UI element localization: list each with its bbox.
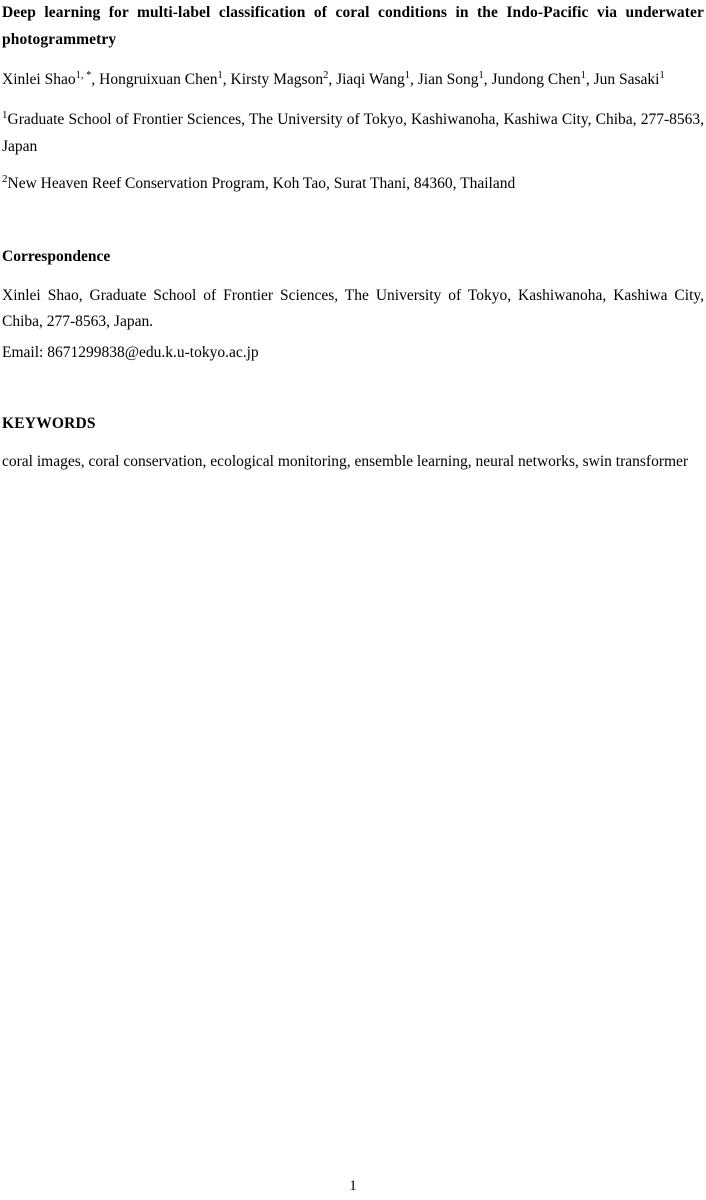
keywords-list: coral images, coral conservation, ecological monitoring, ensemble learning, neural networks, swin transformer	[2, 453, 689, 471]
author-affiliation-marker-4: 1	[404, 70, 410, 82]
page-title: Deep learning for multi-label classification of coral conditions in the Indo-Pacific via underwater photogrammetry	[2, 4, 704, 48]
author-name-5: , Jian Song	[409, 71, 479, 89]
author-affiliation-marker-6: 1	[580, 70, 586, 82]
correspondence-heading: Correspondence	[2, 247, 111, 265]
affiliation-marker-2: 2	[2, 173, 8, 186]
correspondence-address: Xinlei Shao, Graduate School of Frontier Sciences, The University of Tokyo, Kashiwanoha, Kashiwa City, Chiba, 277-8563, Japan.	[2, 286, 704, 331]
keywords-heading: KEYWORDS	[2, 414, 96, 432]
author-affiliation-marker-3: 2	[323, 70, 329, 82]
author-name-4: , Jiaqi Wang	[328, 71, 405, 89]
author-name-1: Xinlei Shao	[2, 71, 76, 89]
author-affiliation-marker-7: 1	[659, 70, 665, 82]
page-number: 1	[349, 1178, 357, 1194]
author-name-7: , Jun Sasaki	[585, 71, 660, 89]
affiliation-text-2: New Heaven Reef Conservation Program, Koh Tao, Surat Thani, 84360, Thailand	[7, 175, 516, 193]
affiliation-marker-1: 1	[2, 108, 8, 121]
author-name-6: , Jundong Chen	[483, 71, 581, 89]
author-list	[2, 53, 704, 94]
correspondence-email[interactable]: Email: 8671299838@edu.k.u-tokyo.ac.jp	[2, 343, 259, 361]
author-name-2: , Hongruixuan Chen	[91, 71, 218, 89]
affiliation-1	[2, 94, 704, 160]
author-name-3: , Kirsty Magson	[222, 71, 324, 89]
affiliation-2	[2, 160, 704, 198]
affiliation-text-1: Graduate School of Frontier Sciences, The University of Tokyo, Kashiwanoha, Kashiwa City, Chiba, 277-8563, Japan	[2, 110, 704, 155]
author-affiliation-marker-1: 1, *	[75, 70, 92, 82]
author-affiliation-marker-2: 1	[217, 70, 223, 82]
author-affiliation-marker-5: 1	[478, 70, 484, 82]
